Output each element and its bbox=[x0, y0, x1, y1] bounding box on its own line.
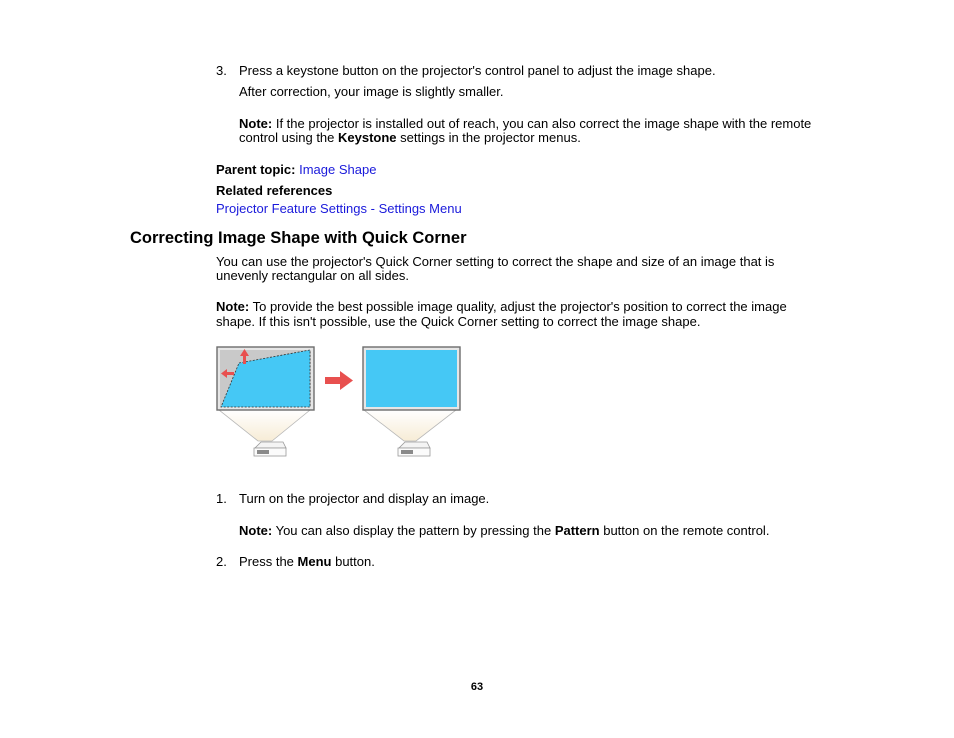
parent-topic bbox=[216, 162, 376, 177]
projector-icon bbox=[398, 442, 430, 456]
note-text: If the projector is installed out of reach, you can also correct the image shape with the remote bbox=[272, 116, 812, 131]
step-3-note-line-1 bbox=[239, 116, 811, 131]
related-reference-link[interactable]: Projector Feature Settings - Settings Menu bbox=[216, 201, 462, 216]
menu-term: Menu bbox=[297, 554, 332, 569]
step-2-text bbox=[239, 554, 375, 569]
projector-icon bbox=[254, 442, 286, 456]
note-label: Note: bbox=[216, 299, 250, 314]
quick-corner-illustration bbox=[214, 344, 466, 462]
note-label: Note: bbox=[239, 523, 273, 538]
step-3-number: 3. bbox=[216, 63, 227, 78]
note-text: To provide the best possible image quality, adjust the projector's position to correct the image bbox=[249, 299, 787, 314]
arrow-right-icon bbox=[325, 371, 353, 390]
before-correction-screen bbox=[217, 347, 314, 456]
step-1-text: Turn on the projector and display an image. bbox=[239, 491, 490, 506]
step-3-result: After correction, your image is slightly smaller. bbox=[239, 84, 504, 99]
section-intro-line-2: unevenly rectangular on all sides. bbox=[216, 268, 409, 283]
step-3-text: Press a keystone button on the projector's control panel to adjust the image shape. bbox=[239, 63, 716, 78]
parent-topic-label: Parent topic: bbox=[216, 162, 296, 177]
section-intro-line-1: You can use the projector's Quick Corner setting to correct the shape and size of an image that is bbox=[216, 254, 775, 269]
step-text: button. bbox=[331, 554, 375, 569]
section-title: Correcting Image Shape with Quick Corner bbox=[130, 229, 467, 247]
step-1-note bbox=[239, 523, 769, 538]
after-correction-screen bbox=[363, 347, 460, 456]
note-text: You can also display the pattern by pressing the bbox=[272, 523, 555, 538]
step-3-note-line-2 bbox=[239, 130, 581, 145]
keystone-term: Keystone bbox=[338, 130, 397, 145]
step-2-number: 2. bbox=[216, 554, 227, 569]
parent-topic-link[interactable]: Image Shape bbox=[299, 162, 377, 177]
section-note-line-2: shape. If this isn't possible, use the Quick Corner setting to correct the image shape. bbox=[216, 314, 701, 329]
step-1-number: 1. bbox=[216, 491, 227, 506]
page-number: 63 bbox=[470, 681, 484, 693]
section-note-line-1 bbox=[216, 299, 787, 314]
note-text: button on the remote control. bbox=[599, 523, 770, 538]
note-text: control using the bbox=[239, 130, 339, 145]
related-references-heading: Related references bbox=[216, 183, 333, 198]
step-text: Press the bbox=[239, 554, 298, 569]
pattern-term: Pattern bbox=[554, 523, 600, 538]
note-text: settings in the projector menus. bbox=[396, 130, 581, 145]
note-label: Note: bbox=[239, 116, 273, 131]
